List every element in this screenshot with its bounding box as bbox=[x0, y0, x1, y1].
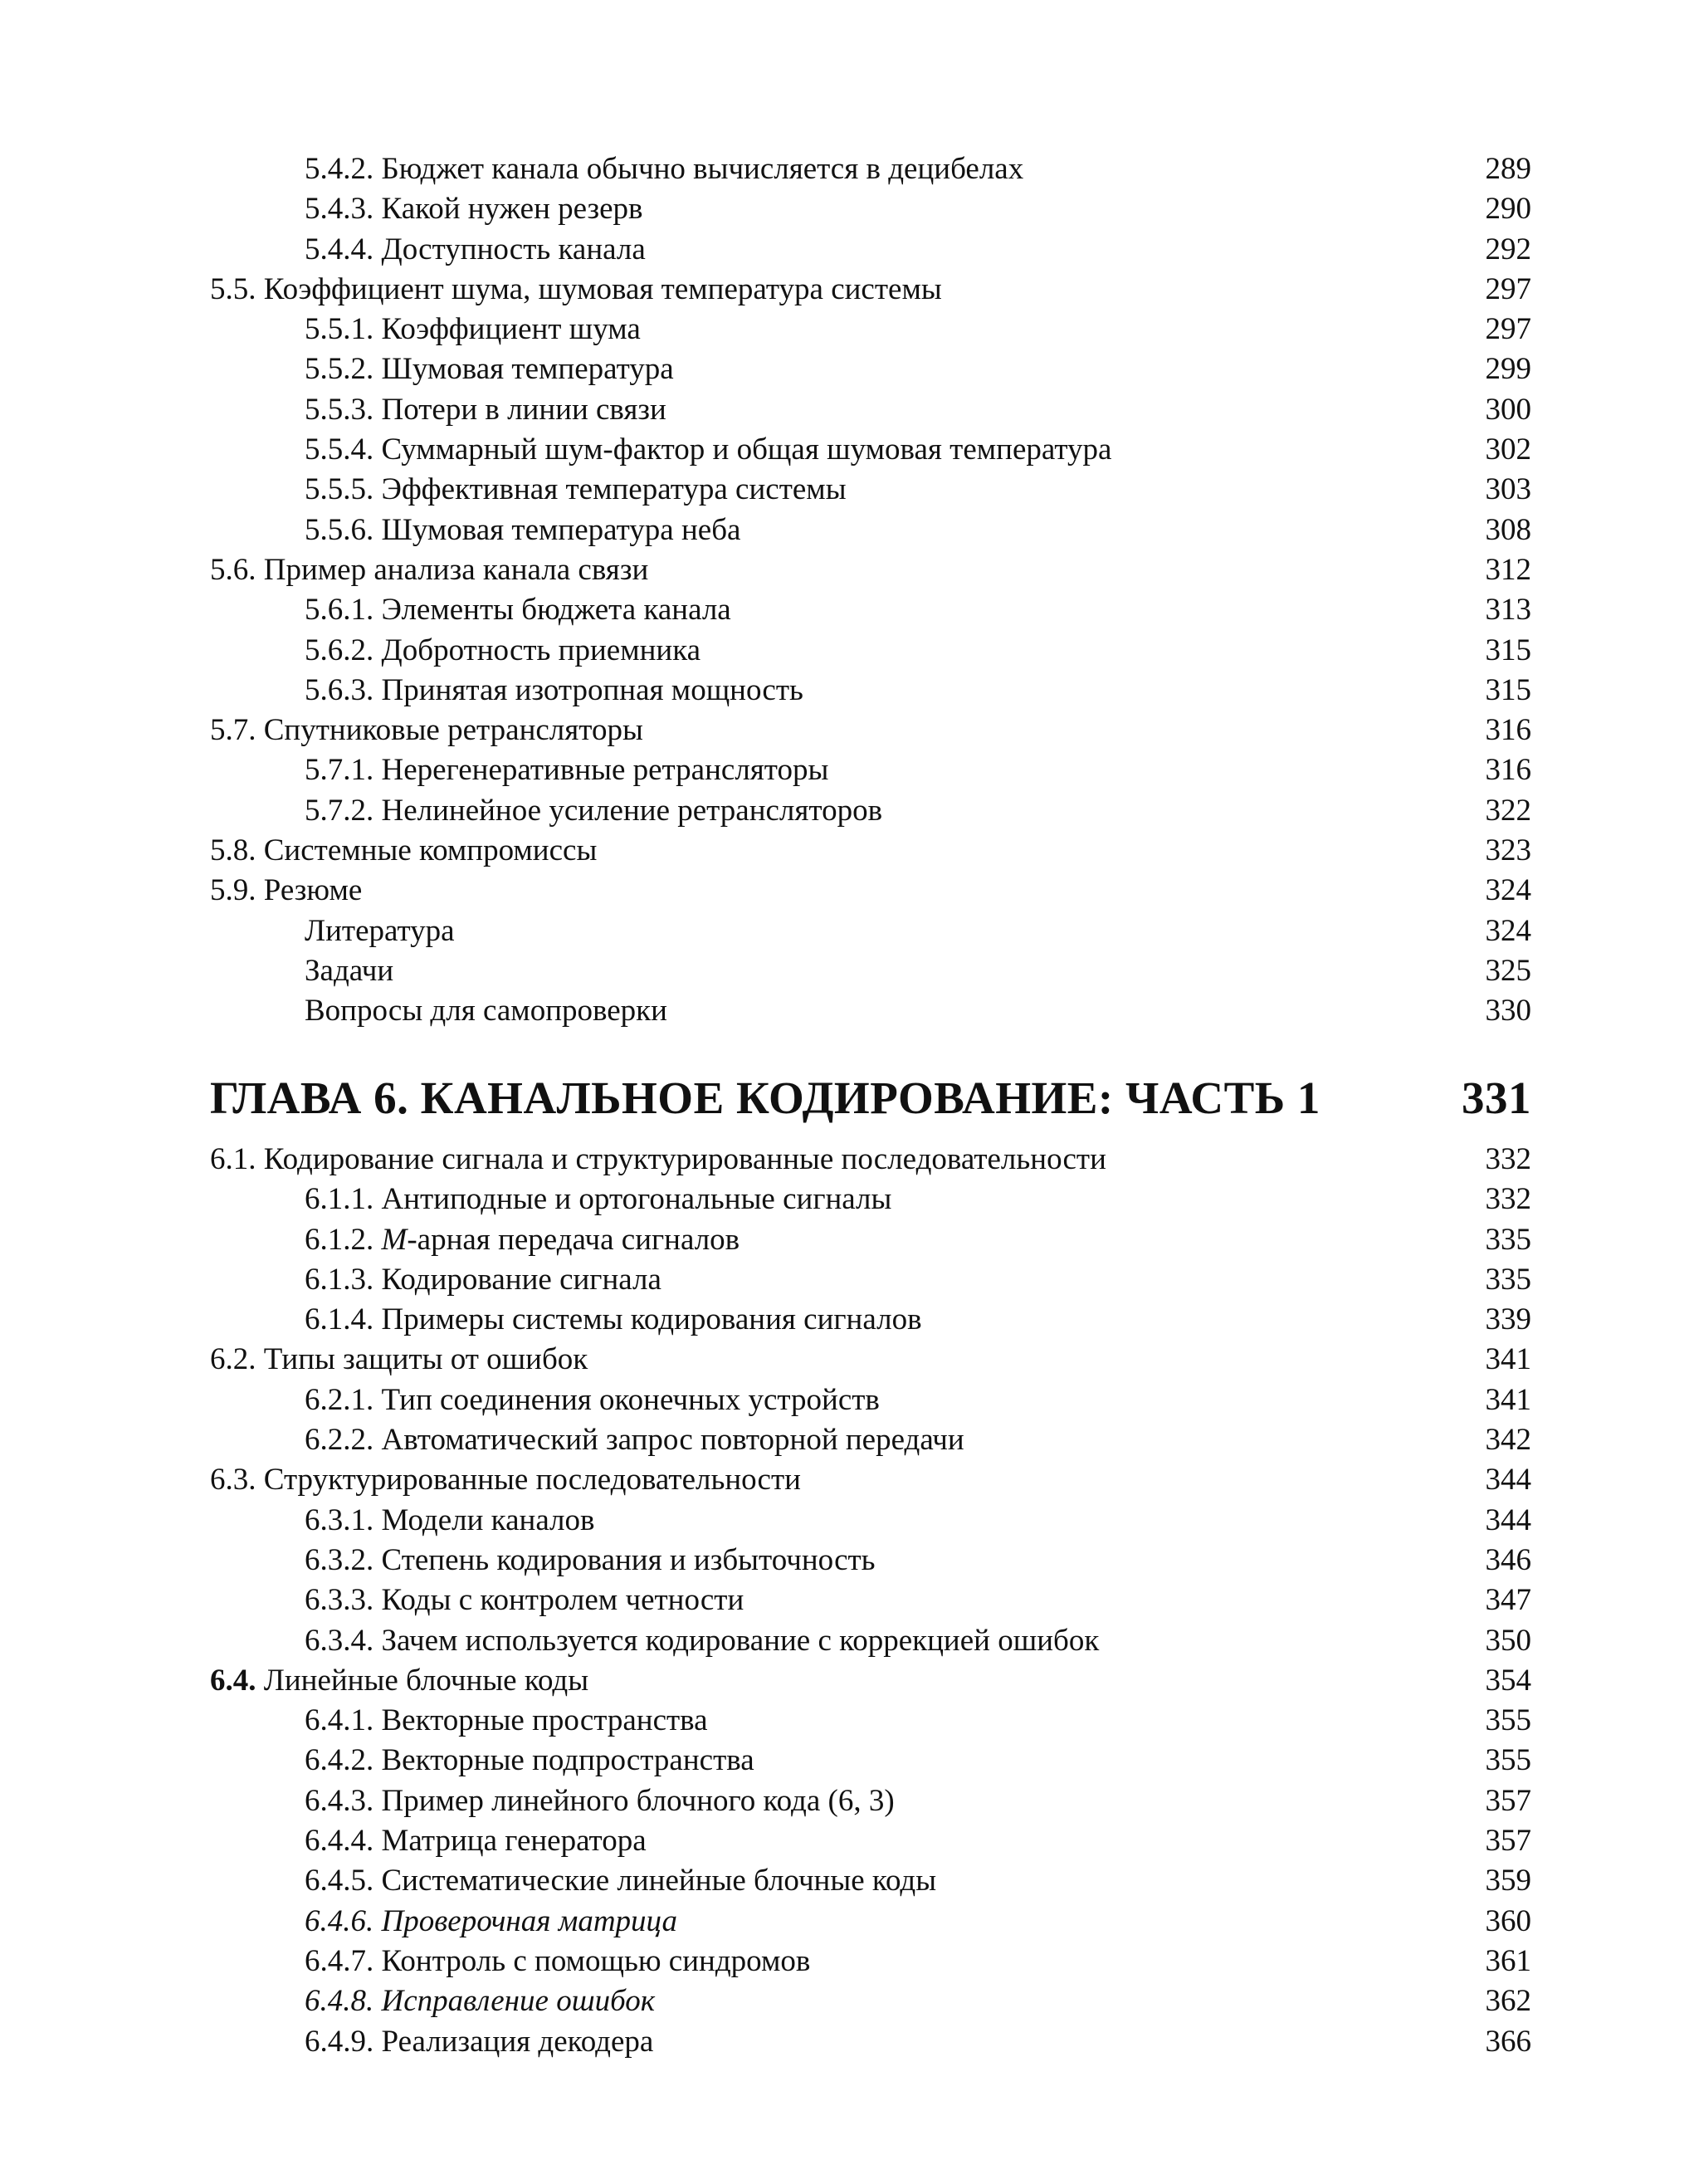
toc-entry-text: Кодирование сигнала и структурированные последовательности bbox=[263, 1142, 1106, 1176]
toc-entry-number: 6.1.4. bbox=[305, 1302, 374, 1337]
toc-entry-title bbox=[305, 430, 1111, 470]
toc-entry-title bbox=[305, 951, 393, 991]
toc-entry-page: 350 bbox=[1485, 1623, 1531, 1658]
toc-entry bbox=[210, 791, 1531, 831]
toc-entry-number: 5.5.3. bbox=[305, 392, 374, 427]
toc-entry-title bbox=[305, 1420, 964, 1460]
toc-entry-page: 361 bbox=[1485, 1943, 1531, 1978]
toc-entry bbox=[210, 671, 1531, 711]
toc-entry-number: 6.2. bbox=[210, 1342, 256, 1377]
toc-entry-text: Шумовая температура неба bbox=[381, 512, 741, 547]
toc-entry-number: 6.2.1. bbox=[305, 1382, 374, 1417]
toc-entry bbox=[210, 189, 1531, 229]
toc-entry-page: 297 bbox=[1485, 312, 1531, 347]
toc-entry-title bbox=[305, 750, 828, 790]
toc-entry-number: 5.4.2. bbox=[305, 152, 374, 186]
toc-entry-page: 332 bbox=[1485, 1142, 1531, 1176]
toc-entry bbox=[210, 911, 1531, 951]
toc-entry-number: 6.4.6. bbox=[305, 1903, 374, 1938]
toc-entry-page: 366 bbox=[1485, 2024, 1531, 2059]
toc-entry-number: 6.4.7. bbox=[305, 1943, 374, 1978]
toc-entry-text: Шумовая температура bbox=[381, 352, 674, 387]
toc-entry-page: 344 bbox=[1485, 1502, 1531, 1537]
toc-entry-page: 316 bbox=[1485, 713, 1531, 748]
toc-entry-page: 299 bbox=[1485, 352, 1531, 387]
toc-entry-page: 323 bbox=[1485, 833, 1531, 868]
toc-entry-text: Векторные пространства bbox=[381, 1703, 708, 1738]
toc-entry-text: Кодирование сигнала bbox=[381, 1262, 661, 1297]
toc-entry-page: 290 bbox=[1485, 192, 1531, 227]
toc-entry-title bbox=[305, 1821, 647, 1861]
toc-entry bbox=[210, 991, 1531, 1031]
toc-entry-number: 5.6.1. bbox=[305, 593, 374, 628]
toc-entry-text: Типы защиты от ошибок bbox=[263, 1342, 588, 1377]
toc-entry-title bbox=[305, 1380, 880, 1420]
toc-entry-number: 5.7.1. bbox=[305, 753, 374, 788]
toc-entry-page: 341 bbox=[1485, 1382, 1531, 1417]
toc-entry-page: 341 bbox=[1485, 1342, 1531, 1377]
toc-entry-page: 347 bbox=[1485, 1583, 1531, 1618]
toc-entry-number: 5.4.3. bbox=[305, 192, 374, 227]
toc-entry-number: 6.3. bbox=[210, 1463, 256, 1498]
toc-entry bbox=[210, 1942, 1531, 1981]
toc-entry-number: 5.5.6. bbox=[305, 512, 374, 547]
toc-entry-title bbox=[305, 1260, 661, 1300]
toc-entry-page: 308 bbox=[1485, 512, 1531, 547]
toc-entry-text: Зачем используется кодирование с коррекцией ошибок bbox=[381, 1623, 1100, 1658]
toc-entry-title bbox=[305, 149, 1023, 189]
toc-entry bbox=[210, 1220, 1531, 1260]
toc-entry-text: Пример анализа канала связи bbox=[263, 552, 649, 587]
toc-entry-page: 355 bbox=[1485, 1703, 1531, 1738]
toc-entry-text: Нелинейное усиление ретрансляторов bbox=[381, 793, 883, 828]
toc-entry-number: 6.1.2. bbox=[305, 1222, 374, 1257]
toc-entry bbox=[210, 1340, 1531, 1380]
toc-entry-title bbox=[305, 1541, 876, 1581]
toc-entry-page: 302 bbox=[1485, 432, 1531, 467]
toc-entry-title bbox=[305, 1701, 708, 1741]
toc-entry-page: 303 bbox=[1485, 472, 1531, 507]
toc-entry bbox=[210, 1781, 1531, 1821]
toc-entry-number: 5.6.2. bbox=[305, 633, 374, 667]
toc-entry-number: 5.7.2. bbox=[305, 793, 374, 828]
toc-entry-number: 5.7. bbox=[210, 713, 256, 748]
toc-entry-title bbox=[305, 631, 700, 671]
toc-entry bbox=[210, 1460, 1531, 1500]
toc-entry-title bbox=[305, 791, 882, 831]
toc-entry-title bbox=[305, 1781, 895, 1821]
toc-entry-text: Проверочная матрица bbox=[381, 1903, 677, 1938]
toc-entry-text: Спутниковые ретрансляторы bbox=[263, 713, 643, 748]
toc-entry-page: 362 bbox=[1485, 1984, 1531, 2019]
toc-entry-text: Исправление ошибок bbox=[381, 1984, 656, 2019]
toc-section-top bbox=[210, 149, 1531, 1032]
toc-entry-title bbox=[305, 2022, 653, 2062]
toc-entry-page: 342 bbox=[1485, 1423, 1531, 1458]
toc-entry-text: Пример линейного блочного кода (6, 3) bbox=[381, 1783, 895, 1818]
toc-entry-title bbox=[305, 671, 803, 711]
toc-entry-text: Систематические линейные блочные коды bbox=[381, 1864, 937, 1898]
toc-entry-page: 332 bbox=[1485, 1182, 1531, 1217]
toc-entry bbox=[210, 2022, 1531, 2062]
toc-entry-page: 300 bbox=[1485, 392, 1531, 427]
toc-entry-text: Добротность приемника bbox=[381, 633, 701, 667]
toc-entry-page: 335 bbox=[1485, 1262, 1531, 1297]
toc-entry-number: 6.4.9. bbox=[305, 2024, 374, 2059]
toc-entry bbox=[210, 831, 1531, 871]
toc-entry-title bbox=[305, 991, 667, 1031]
chapter-page-number: 331 bbox=[1462, 1072, 1531, 1123]
toc-entry-number: 5.5. bbox=[210, 271, 256, 306]
toc-entry-title bbox=[305, 1501, 595, 1541]
toc-entry-page: 312 bbox=[1485, 552, 1531, 587]
toc-entry-page: 359 bbox=[1485, 1864, 1531, 1898]
toc-entry-page: 324 bbox=[1485, 873, 1531, 908]
toc-entry-text: Контроль с помощью синдромов bbox=[381, 1943, 811, 1978]
toc-entry-text: Принятая изотропная мощность bbox=[381, 672, 803, 707]
toc-entry-text: Коды с контролем четности bbox=[381, 1583, 744, 1618]
toc-entry-text: Степень кодирования и избыточность bbox=[381, 1542, 876, 1577]
toc-entry bbox=[210, 310, 1531, 349]
toc-entry bbox=[210, 511, 1531, 550]
toc-entry-number: 6.4.4. bbox=[305, 1824, 374, 1859]
toc-entry bbox=[210, 750, 1531, 790]
toc-entry-number: 6.1.1. bbox=[305, 1182, 374, 1217]
toc-entry-title bbox=[210, 1140, 1106, 1180]
toc-entry-number: 5.5.5. bbox=[305, 472, 374, 507]
toc-entry-page: 322 bbox=[1485, 793, 1531, 828]
toc-entry bbox=[210, 590, 1531, 630]
toc-entry-title bbox=[210, 871, 362, 911]
toc-entry-page: 355 bbox=[1485, 1743, 1531, 1778]
toc-entry-text: Литература bbox=[305, 913, 455, 948]
toc-entry bbox=[210, 1180, 1531, 1219]
toc-entry bbox=[210, 1380, 1531, 1420]
toc-entry-text: Антиподные и ортогональные сигналы bbox=[381, 1182, 892, 1217]
toc-entry-number: 5.5.4. bbox=[305, 432, 374, 467]
toc-entry-text: Доступность канала bbox=[381, 232, 646, 266]
toc-entry-title bbox=[210, 831, 597, 871]
toc-entry-text: Линейные блочные коды bbox=[263, 1663, 589, 1698]
toc-entry-title bbox=[305, 390, 666, 430]
toc-entry bbox=[210, 390, 1531, 430]
toc-entry-page: 357 bbox=[1485, 1824, 1531, 1859]
toc-entry-title bbox=[305, 911, 455, 951]
toc-entry-page: 354 bbox=[1485, 1663, 1531, 1698]
toc-entry-text: Тип соединения оконечных устройств bbox=[381, 1382, 880, 1417]
toc-entry-page: 330 bbox=[1485, 994, 1531, 1028]
toc-entry-title bbox=[210, 1340, 588, 1380]
toc-entry-title bbox=[210, 1661, 588, 1701]
toc-entry-title bbox=[210, 550, 648, 590]
toc-entry-page: 316 bbox=[1485, 753, 1531, 788]
toc-entry bbox=[210, 951, 1531, 991]
toc-entry-number: 5.9. bbox=[210, 873, 256, 908]
toc-entry-text: Структурированные последовательности bbox=[263, 1463, 801, 1498]
toc-entry-text: Задачи bbox=[305, 953, 394, 988]
toc-entry-title bbox=[305, 511, 740, 550]
toc-entry-number: 6.3.2. bbox=[305, 1542, 374, 1577]
toc-entry-title bbox=[305, 1180, 891, 1219]
toc-entry-page: 289 bbox=[1485, 152, 1531, 186]
toc-entry-text: Примеры системы кодирования сигналов bbox=[381, 1302, 922, 1337]
toc-entry-number: 5.5.1. bbox=[305, 312, 374, 347]
toc-entry-page: 357 bbox=[1485, 1783, 1531, 1818]
toc-entry-text: Эффективная температура системы bbox=[381, 472, 847, 507]
toc-entry bbox=[210, 349, 1531, 389]
toc-entry bbox=[210, 1621, 1531, 1661]
toc-entry-page: 315 bbox=[1485, 633, 1531, 667]
toc-entry-text: Элементы бюджета канала bbox=[381, 593, 731, 628]
toc-entry bbox=[210, 631, 1531, 671]
toc-entry-title bbox=[305, 1220, 740, 1260]
toc-entry-text: Потери в линии связи bbox=[381, 392, 666, 427]
toc-entry-text: Какой нужен резерв bbox=[381, 192, 643, 227]
toc-entry bbox=[210, 1902, 1531, 1942]
toc-entry bbox=[210, 270, 1531, 310]
toc-entry-number: 6.4.8. bbox=[305, 1984, 374, 2019]
toc-entry-title bbox=[305, 1300, 922, 1340]
chapter-title: ГЛАВА 6. КАНАЛЬНОЕ КОДИРОВАНИЕ: ЧАСТЬ 1 bbox=[210, 1072, 1320, 1123]
toc-entry-number: 6.1.3. bbox=[305, 1262, 374, 1297]
toc-entry-page: 346 bbox=[1485, 1542, 1531, 1577]
toc-entry-text: Матрица генератора bbox=[381, 1824, 647, 1859]
toc-entry-number: 6.3.3. bbox=[305, 1583, 374, 1618]
toc-entry-page: 360 bbox=[1485, 1903, 1531, 1938]
toc-section-bottom bbox=[210, 1140, 1531, 2062]
toc-entry-page: 344 bbox=[1485, 1463, 1531, 1498]
toc-entry bbox=[210, 711, 1531, 750]
toc-entry-title bbox=[210, 1460, 801, 1500]
toc-entry-title bbox=[305, 189, 643, 229]
toc-entry-number: 6.3.4. bbox=[305, 1623, 374, 1658]
toc-entry bbox=[210, 550, 1531, 590]
toc-entry-title bbox=[305, 1981, 655, 2021]
toc-entry-number: 5.8. bbox=[210, 833, 256, 868]
toc-entry-number: 6.4.1. bbox=[305, 1703, 374, 1738]
toc-entry-text: Суммарный шум-фактор и общая шумовая температура bbox=[381, 432, 1112, 467]
toc-entry bbox=[210, 1140, 1531, 1180]
toc-entry-number: 5.6.3. bbox=[305, 672, 374, 707]
toc-entry-title bbox=[305, 470, 847, 510]
toc-entry-page: 324 bbox=[1485, 913, 1531, 948]
toc-entry-title bbox=[305, 1902, 677, 1942]
toc-entry-title bbox=[305, 310, 641, 349]
toc-entry-number: 6.1. bbox=[210, 1142, 256, 1176]
toc-entry-text: Резюме bbox=[263, 873, 363, 908]
toc-entry-text: -арная передача сигналов bbox=[407, 1222, 740, 1257]
toc-entry-title bbox=[305, 230, 646, 270]
toc-entry-number: 5.6. bbox=[210, 552, 256, 587]
toc-entry-text: Нерегенеративные ретрансляторы bbox=[381, 753, 829, 788]
toc-entry-number: 6.2.2. bbox=[305, 1423, 374, 1458]
toc-entry-title bbox=[305, 349, 674, 389]
toc-entry-text: Бюджет канала обычно вычисляется в децибелах bbox=[381, 152, 1024, 186]
toc-entry-text: Реализация декодера bbox=[381, 2024, 654, 2059]
toc-entry-title bbox=[305, 1741, 754, 1781]
toc-entry-text: Системные компромиссы bbox=[263, 833, 598, 868]
toc-entry-number: 6.4.2. bbox=[305, 1743, 374, 1778]
toc-entry-title bbox=[210, 270, 942, 310]
toc-entry-text: Вопросы для самопроверки bbox=[305, 994, 667, 1028]
toc-entry-text: Векторные подпространства bbox=[381, 1743, 754, 1778]
toc-entry-number: 6.4. bbox=[210, 1663, 256, 1698]
toc-entry-title bbox=[305, 1621, 1099, 1661]
toc-entry bbox=[210, 1701, 1531, 1741]
toc-entry-title bbox=[305, 590, 731, 630]
toc-entry bbox=[210, 149, 1531, 189]
toc-entry-number: 5.4.4. bbox=[305, 232, 374, 266]
toc-entry-text: Коэффициент шума bbox=[381, 312, 641, 347]
toc-entry bbox=[210, 230, 1531, 270]
toc-entry-text: Автоматический запрос повторной передачи bbox=[381, 1423, 964, 1458]
toc-entry bbox=[210, 430, 1531, 470]
toc-entry bbox=[210, 1300, 1531, 1340]
toc-entry-title bbox=[305, 1861, 936, 1901]
toc-entry-number: 6.3.1. bbox=[305, 1502, 374, 1537]
toc-entry-page: 315 bbox=[1485, 672, 1531, 707]
toc-entry bbox=[210, 1861, 1531, 1901]
toc-entry bbox=[210, 1981, 1531, 2021]
toc-entry bbox=[210, 1581, 1531, 1620]
toc-entry bbox=[210, 871, 1531, 911]
toc-entry-page: 325 bbox=[1485, 953, 1531, 988]
toc-entry bbox=[210, 1821, 1531, 1861]
toc-entry-title bbox=[210, 711, 643, 750]
toc-entry-page: 313 bbox=[1485, 593, 1531, 628]
toc-entry bbox=[210, 1741, 1531, 1781]
toc-entry-page: 292 bbox=[1485, 232, 1531, 266]
toc-entry-title bbox=[305, 1942, 810, 1981]
toc-entry-number: 6.4.3. bbox=[305, 1783, 374, 1818]
toc-entry bbox=[210, 1661, 1531, 1701]
toc-entry-page: 335 bbox=[1485, 1222, 1531, 1257]
toc-entry-page: 297 bbox=[1485, 271, 1531, 306]
toc-entry-number: 6.4.5. bbox=[305, 1864, 374, 1898]
toc-entry bbox=[210, 470, 1531, 510]
toc-entry bbox=[210, 1541, 1531, 1581]
toc-entry-title bbox=[305, 1581, 744, 1620]
toc-entry bbox=[210, 1260, 1531, 1300]
toc-entry-text: Коэффициент шума, шумовая температура системы bbox=[263, 271, 942, 306]
toc-entry-title-italic: M bbox=[381, 1222, 408, 1257]
toc-entry-page: 339 bbox=[1485, 1302, 1531, 1337]
toc-entry-number: 5.5.2. bbox=[305, 352, 374, 387]
toc-entry bbox=[210, 1420, 1531, 1460]
toc-entry bbox=[210, 1501, 1531, 1541]
chapter-heading bbox=[210, 1065, 1531, 1131]
toc-entry-text: Модели каналов bbox=[381, 1502, 595, 1537]
